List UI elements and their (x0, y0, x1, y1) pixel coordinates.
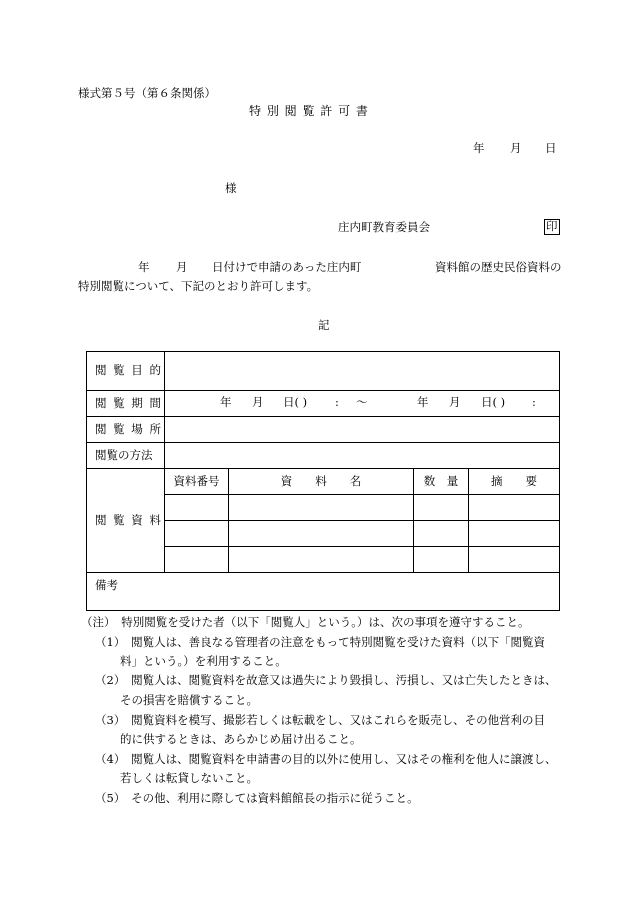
col-header-name: 資 料 名 (229, 469, 414, 495)
method-field[interactable] (165, 443, 560, 469)
period-month-1: 月 (252, 395, 264, 409)
material-row-3-summary[interactable] (469, 547, 560, 573)
body-line2: 特別閲覧について、下記のとおり許可します。 (78, 279, 319, 293)
note-item-3: （3） 閲覧資料を模写、撮影若しくは転載をし、又はこれらを販売し、その他営利の目 (95, 713, 546, 727)
note-item-1: （1） 閲覧人は、善良なる管理者の注意をもって特別閲覧を受けた資料（以下「閲覧資 (95, 635, 546, 649)
note-item-3-cont: 的に供するときは、あらかじめ届け出ること。 (120, 732, 362, 746)
note-item-2: （2） 閲覧人は、閲覧資料を故意又は過失により毀損し、汚損し、又は亡失したときは、 (95, 673, 557, 687)
seal-mark (544, 219, 560, 235)
note-item-4-cont: 若しくは転貸しないこと。 (120, 771, 258, 785)
note-item-2-cont: その損害を賠償すること。 (120, 693, 258, 707)
materials-label: 閲 覧 資 料 (87, 469, 165, 573)
document-title: 特 別 閲 覧 許 可 書 (249, 104, 369, 118)
material-row-3-number[interactable] (165, 547, 229, 573)
period-year-1: 年 (220, 395, 232, 409)
period-label: 閲 覧 期 間 (87, 391, 165, 417)
body-month: 月 (176, 260, 188, 274)
issuer-name: 庄内町教育委員会 (338, 220, 430, 234)
period-field[interactable] (165, 391, 560, 417)
period-colon-1: : (335, 395, 339, 409)
place-field[interactable] (165, 417, 560, 443)
body-year: 年 (138, 260, 150, 274)
purpose-label: 閲 覧 目 的 (87, 352, 165, 391)
body-line1-main: 日付けで申請のあった庄内町 (212, 260, 362, 274)
material-row-3-quantity[interactable] (414, 547, 469, 573)
material-row-2-quantity[interactable] (414, 521, 469, 547)
note-item-4: （4） 閲覧人は、閲覧資料を申請書の目的以外に使用し、又はその権利を他人に譲渡し、 (95, 752, 557, 766)
material-row-3-name[interactable] (229, 547, 414, 573)
form-number: 様式第５号（第６条関係） (78, 86, 216, 100)
material-row-2-number[interactable] (165, 521, 229, 547)
note-item-1-cont: 料」という。）を利用すること。 (120, 654, 287, 668)
period-day-1: 日( ) (283, 395, 308, 409)
period-colon-2: : (532, 395, 536, 409)
date-year-label: 年 (473, 141, 485, 155)
col-header-number: 資料番号 (165, 469, 229, 495)
col-header-summary: 摘 要 (469, 469, 560, 495)
material-row-2-name[interactable] (229, 521, 414, 547)
addressee-honorific: 様 (225, 181, 237, 195)
permit-table (86, 351, 560, 611)
note-intro: （注） 特別閲覧を受けた者（以下「閲覧人」という。）は、次の事項を遵守すること。 (81, 615, 530, 629)
period-tilde: ～ (356, 395, 368, 409)
period-month-2: 月 (449, 395, 461, 409)
ki-heading: 記 (318, 318, 330, 332)
purpose-field[interactable] (165, 352, 560, 391)
remarks-field[interactable] (87, 573, 560, 611)
method-label: 閲覧の方法 (87, 443, 165, 469)
material-row-1-quantity[interactable] (414, 495, 469, 521)
body-line1-tail: 資料館の歴史民俗資料の (435, 260, 562, 274)
remarks-label: 備考 (95, 578, 118, 592)
material-row-1-summary[interactable] (469, 495, 560, 521)
material-row-1-name[interactable] (229, 495, 414, 521)
seal-mark-text: 印 (546, 219, 558, 233)
material-row-2-summary[interactable] (469, 521, 560, 547)
place-label: 閲 覧 場 所 (87, 417, 165, 443)
date-day-label: 日 (545, 141, 557, 155)
period-day-2: 日( ) (481, 395, 506, 409)
date-month-label: 月 (510, 141, 522, 155)
material-row-1-number[interactable] (165, 495, 229, 521)
note-item-5: （5） その他、利用に際しては資料館館長の指示に従うこと。 (95, 791, 419, 805)
col-header-quantity: 数 量 (414, 469, 469, 495)
period-year-2: 年 (417, 395, 429, 409)
